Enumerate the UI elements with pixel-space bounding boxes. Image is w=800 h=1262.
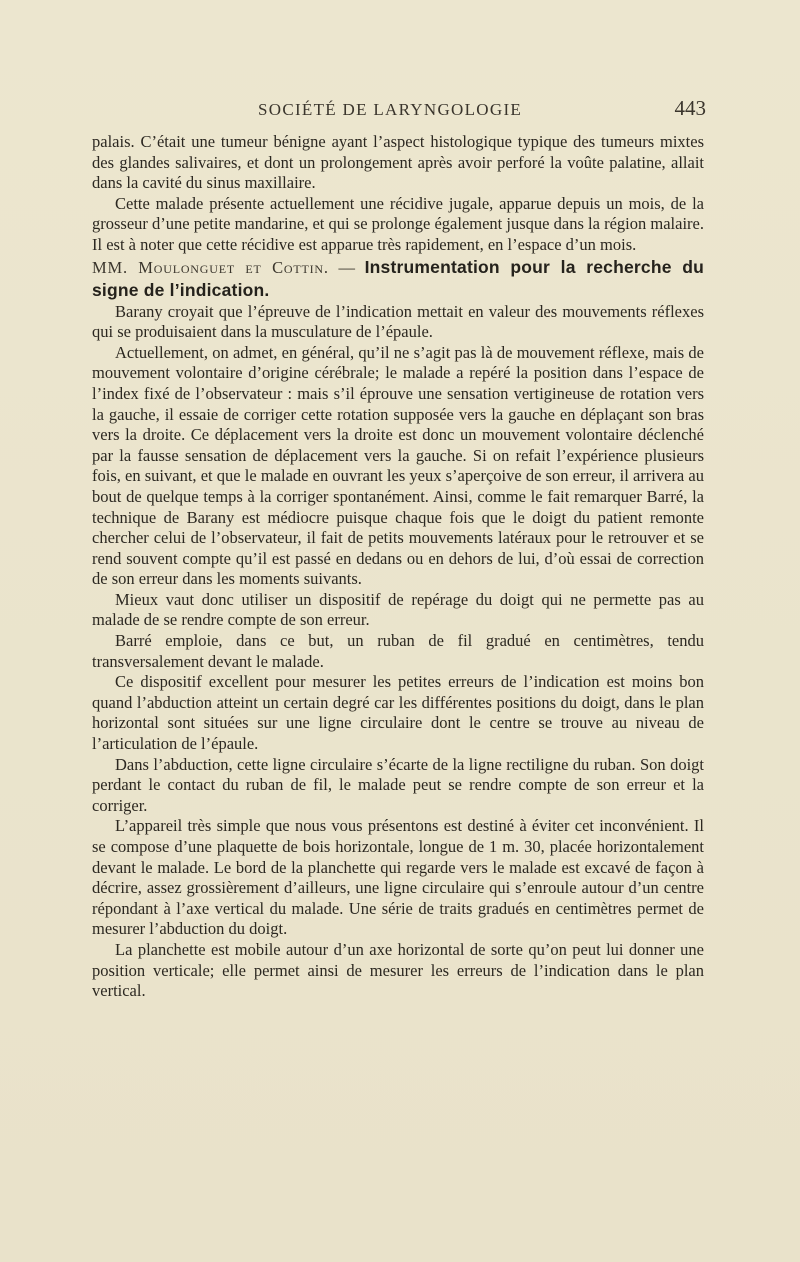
page-number: 443	[674, 96, 706, 120]
paragraph: L’appareil très simple que nous vous présentons est destiné à éviter cet inconvénient. Il se compose d’une plaquette de bois horizontale, longue de 1 m. 30, placée horizontalement devant le malade. Le bord de la planchette qui regarde vers le malade est excavé de façon à décrire, assez grossièrement d’ailleurs, une ligne circulaire qui s’enroule autour d’un centre répondant à l’axe vertical du malade. Une série de traits gradués en centimètres permet de mesurer l’abduction du doigt.	[92, 816, 704, 939]
paragraph: Mieux vaut donc utiliser un dispositif de repérage du doigt qui ne permette pas au malade de se rendre compte de son erreur.	[92, 589, 704, 630]
paragraph: Actuellement, on admet, en général, qu’il ne s’agit pas là de mouvement réflexe, mais de mouvement volontaire d’origine cérébrale; le malade a repéré la position dans l’espace de l’index fixé de l’observateur : mais s’il éprouve une sensation vertigineuse de rotation vers la gauche, il essaie de corriger cette rotation supposée vers la gauche en déplaçant son bras vers la droite. Ce déplacement vers la droite est donc un mouvement volontaire déclenché par la fausse sensation de déplacement vers la gauche. Si on refait l’expérience plusieurs fois, en suivant, et que le malade en ouvrant les yeux s’aperçoive de son erreur, il arrivera au bout de quelque temps à la corriger spontanément. Ainsi, comme le fait remarquer Barré, la technique de Barany est médiocre puisque chaque fois que le doigt du patient remonte chercher celui de l’observateur, il fait de petits mouvements latéraux pour le retrouver et se rend souvent compte qu’il est passé en dedans ou en dehors de lui, d’où essai de correction de son erreur dans les moments suivants.	[92, 342, 704, 589]
paragraph: Barany croyait que l’épreuve de l’indication mettait en valeur des mouvements réflexes qui se produisaient dans la musculature de l’épaule.	[92, 301, 704, 342]
running-head: SOCIÉTÉ DE LARYNGOLOGIE	[258, 100, 523, 119]
section-separator: —	[338, 257, 355, 277]
section-authors: MM. Moulonguet et Cottin.	[92, 257, 329, 277]
page-body	[92, 132, 704, 1002]
page-header	[258, 96, 706, 121]
paragraph: Ce dispositif excellent pour mesurer les petites erreurs de l’indication est moins bon quand l’abduction atteint un certain degré car les différentes positions du doigt, dans le plan horizontal sont situées sur une ligne circulaire dont le centre se trouve au niveau de l’articulation de l’épaule.	[92, 672, 704, 754]
section-title: Instrumentation pour la recherche du signe de l’indication.	[92, 256, 705, 300]
paragraph: Barré emploie, dans ce but, un ruban de fil gradué en centimètres, tendu transversalement devant le malade.	[92, 631, 704, 671]
section-heading	[92, 256, 704, 302]
paragraph: palais. C’était une tumeur bénigne ayant l’aspect histologique typique des tumeurs mixtes des glandes salivaires, et dont un prolongement après avoir perforé la voûte palatine, allait dans la cavité du sinus maxillaire.	[92, 132, 704, 193]
paragraph: La planchette est mobile autour d’un axe horizontal de sorte qu’on peut lui donner une position verticale; elle permet ainsi de mesurer les erreurs de l’indication dans le plan vertical.	[92, 939, 704, 1001]
paragraph: Dans l’abduction, cette ligne circulaire s’écarte de la ligne rectiligne du ruban. Son doigt perdant le contact du ruban de fil, le malade peut se rendre compte de son erreur et la corriger.	[92, 754, 704, 815]
paragraph: Cette malade présente actuellement une récidive jugale, apparue depuis un mois, de la grosseur d’une petite mandarine, et qui se prolonge également jusque dans la région malaire. Il est à noter que cette récidive est apparue très rapidement, en l’espace d’un mois.	[92, 193, 704, 254]
